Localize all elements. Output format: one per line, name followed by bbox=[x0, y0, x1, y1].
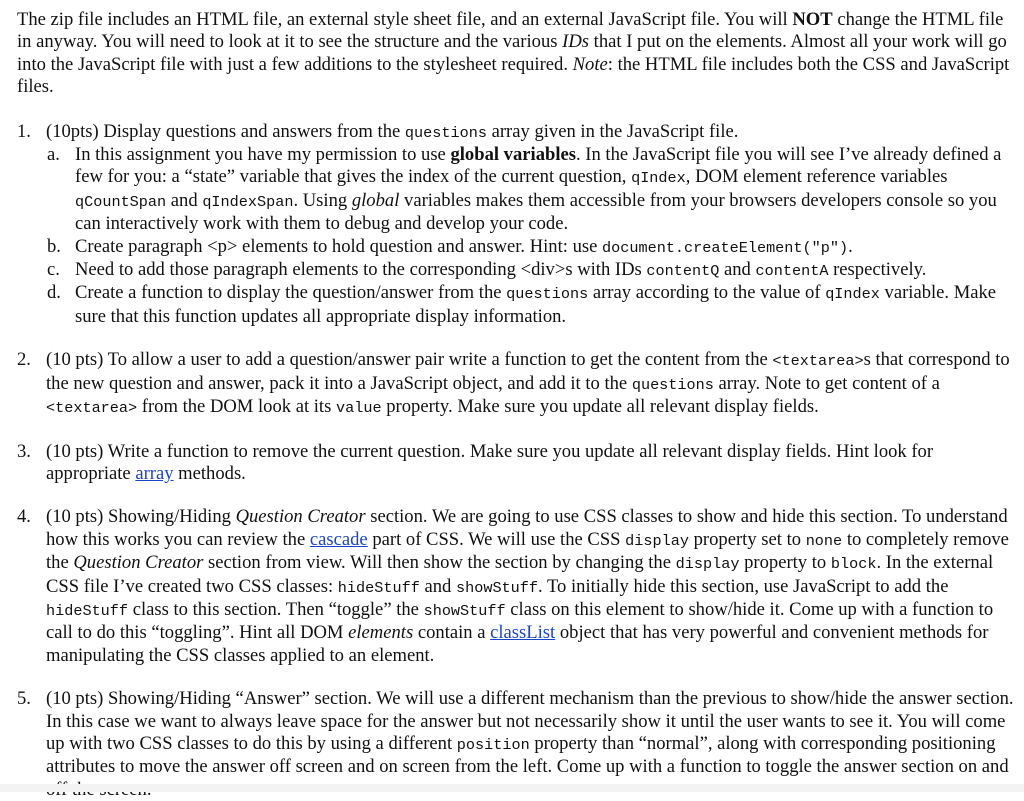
code-qindexspan: qIndexSpan bbox=[202, 192, 294, 211]
subtask-c bbox=[46, 259, 1017, 282]
question-creator-emphasis: Question Creator bbox=[73, 552, 204, 574]
subtask-text: variable. Make sure that this function updates all appropriate display information. bbox=[75, 282, 997, 327]
code-questions: questions bbox=[631, 375, 714, 394]
item-text: (10 pts) To allow a user to add a question/answer pair write a function to get the content from the bbox=[46, 349, 768, 371]
question-creator-emphasis: Question Creator bbox=[235, 506, 366, 528]
subtask-text: and bbox=[724, 259, 751, 281]
item-number: 2. bbox=[17, 349, 31, 371]
item-text: property set to bbox=[693, 528, 802, 550]
item-text: (10pts) Display questions and answers from the bbox=[46, 120, 401, 142]
global-variables-emphasis: global variables bbox=[450, 144, 576, 166]
item-text: part of CSS. We will use the CSS bbox=[372, 528, 621, 550]
code-contentq: contentQ bbox=[646, 262, 720, 281]
subtask-letter: a. bbox=[47, 144, 60, 166]
item-text: . In the external CSS file I’ve created two CSS classes: bbox=[46, 552, 994, 597]
classlist-link[interactable]: classList bbox=[490, 622, 556, 644]
item-text: (10 pts) Write a function to remove the current question. Make sure you update all relevant display fields. Hint look for appropriate bbox=[46, 440, 934, 484]
item-text: section from view. Will then show the section by changing the bbox=[208, 552, 671, 574]
item-text: s that correspond to the new question and answer, pack it into a JavaScript object, and add it to the bbox=[46, 349, 1010, 394]
code-contenta: contentA bbox=[755, 262, 829, 281]
intro-ids-emphasis: IDs bbox=[562, 31, 590, 53]
code-qcountspan: qCountSpan bbox=[75, 192, 167, 211]
subtask-b bbox=[46, 236, 1017, 259]
intro-text: The zip file includes an HTML file, an external style sheet file, and an external JavaScript file. You will bbox=[17, 9, 788, 30]
global-emphasis: global bbox=[351, 189, 400, 211]
subtask-text: . Using bbox=[293, 189, 348, 211]
intro-text: : the HTML file includes both the CSS and JavaScript files. bbox=[17, 53, 1010, 98]
code-showstuff: showStuff bbox=[423, 601, 506, 620]
code-position: position bbox=[456, 735, 530, 754]
code-qindex: qIndex bbox=[631, 169, 686, 188]
assignment-item-3 bbox=[17, 441, 1017, 486]
item-number: 3. bbox=[17, 440, 31, 462]
subtask-letter: c. bbox=[47, 259, 60, 281]
subtask-text: variables makes them accessible from your browsers developers console so you can interactively work with them to debug and develop your code. bbox=[75, 189, 997, 235]
subtask-text: Need to add those paragraph elements to the corresponding <div>s with IDs bbox=[75, 259, 642, 281]
item-text: property to bbox=[744, 552, 827, 574]
intro-text: change the HTML file in anyway. You will need to look at it to see the structure and the various bbox=[17, 9, 1004, 53]
item-text: section. We are going to use CSS classes to show and hide this section. To understand how this works you can review the bbox=[46, 506, 1008, 550]
assignment-item-2 bbox=[17, 349, 1017, 419]
item-text: (10 pts) Showing/Hiding bbox=[46, 506, 231, 528]
subtask-text: and bbox=[170, 189, 198, 211]
code-qindex: qIndex bbox=[825, 285, 880, 304]
subtask-text: respectively. bbox=[833, 259, 927, 281]
item-text: class on this element to show/hide it. Come up with a function to call to do this “toggling”. Hint all DOM bbox=[46, 598, 994, 644]
subtask-list bbox=[46, 144, 1017, 328]
code-value: value bbox=[336, 399, 382, 418]
subtask-text: . In the JavaScript file you will see I’ve already defined a few for you: a “state” variable that gives the index of the current question, bbox=[75, 144, 1002, 188]
item-text: class to this section. Then “toggle” the bbox=[132, 598, 419, 620]
item-text: array given in the JavaScript file. bbox=[491, 120, 739, 142]
array-link[interactable]: array bbox=[135, 462, 174, 484]
subtask-letter: d. bbox=[47, 282, 61, 304]
subtask-text: In this assignment you have my permission to use bbox=[75, 144, 446, 166]
subtask-text: array according to the value of bbox=[592, 282, 821, 304]
item-text: methods. bbox=[178, 462, 246, 484]
subtask-letter: b. bbox=[47, 235, 61, 257]
assignment-item-1 bbox=[17, 121, 1017, 329]
code-display: display bbox=[625, 531, 689, 550]
code-hidestuff: hideStuff bbox=[46, 601, 129, 620]
code-create-element: document.createElement("p") bbox=[602, 238, 849, 257]
code-textarea: <textarea> bbox=[772, 352, 864, 371]
code-questions: questions bbox=[404, 123, 487, 142]
code-display: display bbox=[675, 555, 740, 574]
item-text: property. Make sure you update all relevant display fields. bbox=[386, 396, 819, 418]
code-textarea: <textarea> bbox=[46, 399, 138, 418]
item-text: contain a bbox=[417, 622, 486, 644]
code-hidestuff: hideStuff bbox=[337, 578, 420, 597]
item-text: and bbox=[424, 575, 452, 597]
item-number: 5. bbox=[17, 688, 31, 710]
item-text: from the DOM look at its bbox=[141, 396, 332, 418]
item-text: object that has very powerful and convenient methods for manipulating the CSS classes applied to an element. bbox=[46, 622, 989, 666]
intro-paragraph bbox=[17, 9, 1017, 99]
subtask-text: , DOM element reference variables bbox=[685, 166, 948, 188]
code-questions: questions bbox=[506, 285, 589, 304]
subtask-text: . bbox=[848, 235, 853, 257]
subtask-d bbox=[46, 282, 1017, 328]
item-text: property than “normal”, along with corresponding positioning attributes to move the answer off screen and on screen from the left. Come up with a function to toggle the answer section on and bbox=[46, 732, 1009, 778]
subtask-text: Create paragraph <p> elements to hold question and answer. Hint: use bbox=[75, 235, 598, 257]
item-text: . To initially hide this section, use JavaScript to add the bbox=[538, 575, 949, 597]
intro-note-emphasis: Note bbox=[572, 53, 608, 75]
cascade-link[interactable]: cascade bbox=[309, 528, 368, 550]
intro-not-emphasis: NOT bbox=[792, 9, 833, 30]
page-bottom-edge bbox=[0, 784, 1024, 792]
item-number: 4. bbox=[17, 506, 31, 528]
document-page bbox=[17, 9, 1017, 801]
assignment-list bbox=[17, 121, 1017, 801]
elements-emphasis: elements bbox=[348, 622, 414, 644]
code-none: none bbox=[805, 531, 843, 550]
item-text: array. Note to get content of a bbox=[718, 372, 940, 394]
code-showstuff: showStuff bbox=[455, 578, 539, 597]
intro-text: that I put on the elements. Almost all your work will go into the JavaScript file with just a few additions to the stylesheet required. bbox=[17, 31, 1007, 75]
item-number: 1. bbox=[17, 120, 31, 142]
subtask-a bbox=[46, 144, 1017, 236]
code-block: block bbox=[830, 555, 877, 574]
item-text: to completely remove the bbox=[46, 528, 1009, 574]
item-text: (10 pts) Showing/Hiding “Answer” section. We will use a different mechanism than the previous to show/hide the answer section. In this case we want to always leave space for the answer but not necessarily show it until the user wants to see it. You will come up with two CSS classes to do this by using a different bbox=[46, 688, 1014, 754]
assignment-item-4 bbox=[17, 506, 1017, 667]
subtask-text: Create a function to display the question/answer from the bbox=[75, 282, 502, 304]
